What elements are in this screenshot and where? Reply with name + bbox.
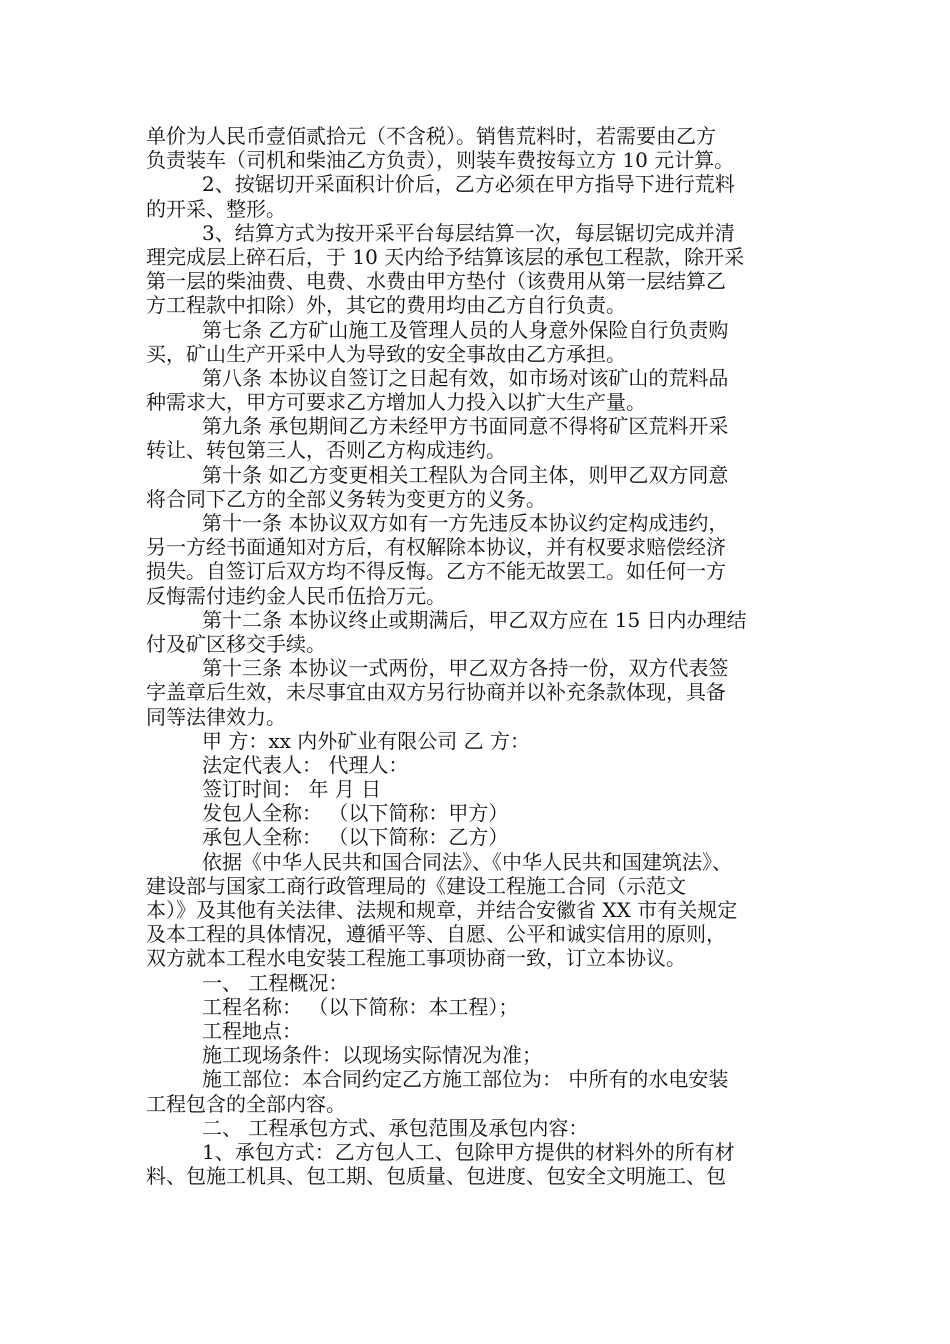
document-body [146, 124, 826, 1188]
text-line: 一、 工程概况： [202, 970, 349, 995]
text-line: 种需求大，甲方可要求乙方增加人力投入以扩大生产量。 [146, 390, 646, 415]
text-line: 损失。自签订后双方均不得反悔。乙方不能无故罢工。如任何一方 [146, 559, 726, 584]
text-line: 料、包施工机具、包工期、包质量、包进度、包安全文明施工、包 [146, 1164, 726, 1189]
text-line: 依据《中华人民共和国合同法》、《中华人民共和国建筑法》、 [202, 849, 732, 874]
text-line: 第十一条 本协议双方如有一方先违反本协议约定构成违约， [202, 511, 729, 535]
text-line: 反悔需付违约金人民币伍拾万元。 [146, 583, 446, 608]
text-line: 法定代表人： 代理人： [202, 752, 409, 777]
text-line: 3、结算方式为按开采平台每层结算一次，每层锯切完成并清 [202, 220, 735, 245]
text-line: 二、 工程承包方式、承包范围及承包内容： [202, 1115, 589, 1140]
text-line: 转让、转包第三人，否则乙方构成违约。 [146, 438, 506, 463]
text-line: 另一方经书面通知对方后，有权解除本协议，并有权要求赔偿经济 [146, 535, 726, 560]
text-line: 买，矿山生产开采中人为导致的安全事故由乙方承担。 [146, 341, 626, 366]
text-line: 第十条 如乙方变更相关工程队为合同主体，则甲乙双方同意 [202, 462, 729, 487]
text-line: 1、承包方式：乙方包人工、包除甲方提供的材料外的所有材 [202, 1139, 735, 1164]
text-line: 工程包含的全部内容。 [146, 1091, 346, 1116]
text-line: 建设部与国家工商行政管理局的《建设工程施工合同（示范文 [146, 873, 686, 898]
text-line: 本）》及其他有关法律、法规和规章，并结合安徽省 XX 市有关规定 [146, 898, 738, 922]
text-line: 第八条 本协议自签订之日起有效，如市场对该矿山的荒料品 [202, 365, 729, 390]
text-line: 单价为人民币壹佰贰拾元（不含税）。销售荒料时，若需要由乙方 [146, 124, 716, 148]
text-line: 的开采、整形。 [146, 196, 286, 221]
text-line: 第一层的柴油费、电费、水费由甲方垫付（该费用从第一层结算乙 [146, 269, 726, 294]
text-line: 第七条 乙方矿山施工及管理人员的人身意外保险自行负责购 [202, 317, 729, 342]
text-line: 施工部位：本合同约定乙方施工部位为： 中所有的水电安装 [202, 1067, 729, 1092]
text-line: 付及矿区移交手续。 [146, 631, 326, 656]
text-line: 及本工程的具体情况，遵循平等、自愿、公平和诚实信用的原则， [146, 922, 726, 947]
text-line: 工程地点： [202, 1018, 302, 1043]
text-line: 理完成层上碎石后，于 10 天内给予结算该层的承包工程款，除开采 [146, 244, 745, 269]
text-line: 负责装车（司机和柴油乙方负责），则装车费按每立方 10 元计算。 [146, 148, 735, 173]
text-line: 甲 方：xx 内外矿业有限公司 乙 方： [202, 728, 530, 753]
text-line: 工程名称： （以下简称：本工程）； [202, 994, 519, 1019]
text-line: 发包人全称： （以下简称：甲方） [202, 801, 509, 826]
text-line: 第十二条 本协议终止或期满后，甲乙双方应在 15 日内办理结 [202, 607, 747, 632]
text-line: 同等法律效力。 [146, 704, 286, 729]
text-line: 施工现场条件：以现场实际情况为准； [202, 1043, 542, 1068]
text-line: 第九条 承包期间乙方未经甲方书面同意不得将矿区荒料开采 [202, 414, 729, 439]
text-line: 承包人全称： （以下简称：乙方） [202, 825, 509, 850]
text-line: 字盖章后生效，未尽事宜由双方另行协商并以补充条款体现，具备 [146, 680, 726, 705]
text-line: 2、按锯切开采面积计价后，乙方必须在甲方指导下进行荒料 [202, 172, 735, 197]
text-line: 签订时间： 年 月 日 [202, 777, 382, 802]
text-line: 双方就本工程水电安装工程施工事项协商一致，订立本协议。 [146, 946, 686, 971]
text-line: 方工程款中扣除）外，其它的费用均由乙方自行负责。 [146, 293, 626, 318]
text-line: 将合同下乙方的全部义务转为变更方的义务。 [146, 486, 546, 511]
text-line: 第十三条 本协议一式两份，甲乙双方各持一份，双方代表签 [202, 656, 729, 681]
